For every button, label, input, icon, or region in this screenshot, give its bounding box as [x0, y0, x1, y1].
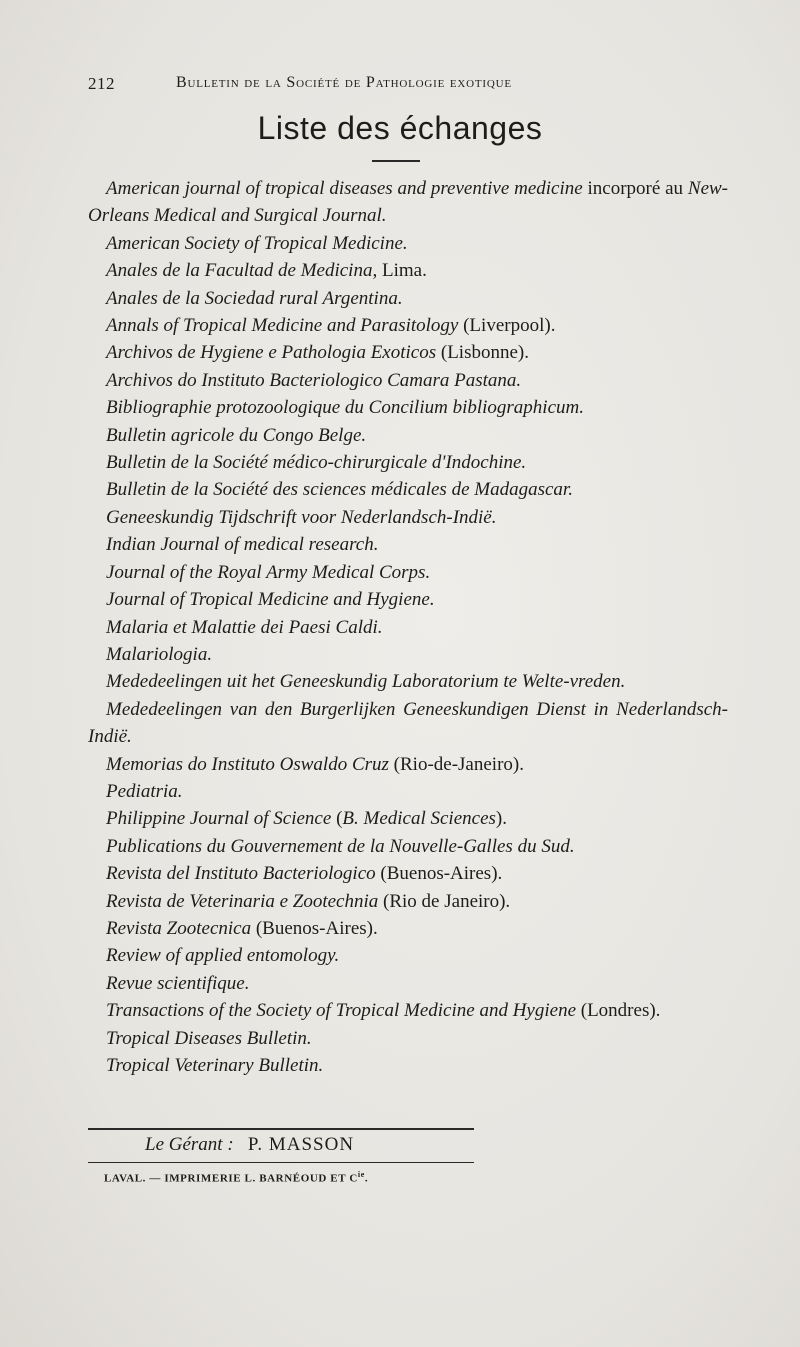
journal-entry: [88, 531, 728, 558]
journal-entry: [88, 367, 728, 394]
journal-entry: [88, 586, 728, 613]
journal-note: incorporé au: [582, 178, 688, 199]
journal-title: Revista del Instituto Bacteriologico: [106, 863, 376, 885]
journal-title: Malaria et Malattie dei Paesi Caldi.: [106, 616, 383, 638]
journal-note: (Londres).: [576, 1000, 661, 1022]
journal-title: Journal of Tropical Medicine and Hygiene.: [106, 589, 435, 611]
journal-title: American journal of tropical diseases and preventive medicine: [106, 178, 583, 199]
journal-title: Annals of Tropical Medicine and Parasitology: [106, 315, 459, 337]
journal-title: Malariologia.: [106, 643, 213, 665]
journal-title: Tropical Veterinary Bulletin.: [106, 1055, 324, 1076]
journal-entry: [88, 860, 728, 887]
journal-title: Bulletin de la Société médico-chirurgicale d'Indochine.: [106, 452, 527, 474]
journal-entry: [88, 833, 728, 860]
journal-title: Transactions of the Society of Tropical Medicine and Hygiene: [106, 1000, 576, 1022]
footer-rule-bottom: [88, 1162, 474, 1163]
journal-entry: [88, 915, 728, 942]
journal-title: Bibliographie protozoologique du Concilium bibliographicum.: [106, 397, 584, 419]
journal-note: Lima.: [377, 260, 427, 282]
imprint-superscript: ie: [357, 1170, 365, 1179]
gerant-name: P. MASSON: [247, 1134, 355, 1155]
imprint-end: .: [364, 1172, 369, 1185]
journal-entry: [88, 394, 728, 421]
title-rule: [372, 160, 420, 162]
imprint-text: LAVAL. — IMPRIMERIE L. BARNÉOUD ET C: [104, 1172, 358, 1185]
journal-title: American Society of Tropical Medicine.: [106, 232, 408, 254]
journal-entry: [88, 668, 728, 695]
page-number: 212: [88, 74, 115, 93]
journal-title: B. Medical Sciences: [342, 808, 496, 830]
journal-title: Geneeskundig Tijdschrift voor Nederlandsch-Indië.: [106, 506, 497, 528]
journal-entry: [88, 696, 728, 751]
journal-entry: [88, 175, 728, 230]
journal-title: Bulletin de la Société des sciences médicales de Madagascar.: [106, 479, 573, 501]
journal-note: ).: [495, 808, 507, 830]
journal-title: Publications du Gouvernement de la Nouvelle-Galles du Sud.: [106, 835, 575, 857]
journal-title: Archivos de Hygiene e Pathologia Exoticos: [106, 342, 437, 364]
journal-note: (Lisbonne).: [436, 342, 529, 364]
journal-note: (Rio de Janeiro).: [378, 890, 511, 912]
journal-note: (Buenos-Aires).: [375, 863, 503, 885]
journal-entry: [88, 751, 728, 778]
gerant-space: [238, 1134, 243, 1155]
journal-note: (Rio-de-Janeiro).: [388, 753, 524, 775]
gerant-label: Le Gérant :: [145, 1134, 234, 1155]
running-head: Bulletin de la Société de Pathologie exotique: [176, 74, 512, 91]
journal-entry: [88, 805, 728, 832]
journal-title: Archivos do Instituto Bacteriologico Camara Pastana.: [106, 369, 522, 391]
journal-entry: [88, 476, 728, 503]
journal-title: New-Orleans Medical and Surgical Journal.: [88, 178, 728, 227]
page-header: [88, 70, 648, 100]
journal-entry: [88, 1052, 728, 1079]
footer-rule-top: [88, 1128, 474, 1130]
journal-note: (Buenos-Aires).: [251, 917, 378, 939]
journal-title: Memorias do Instituto Oswaldo Cruz: [106, 753, 389, 775]
journal-entry: [88, 1025, 728, 1052]
journal-entry: [88, 230, 728, 257]
journal-entry: [88, 997, 728, 1024]
journal-title: Philippine Journal of Science: [106, 808, 332, 830]
journal-title: Revista Zootecnica: [106, 917, 252, 939]
journal-title: Bulletin agricole du Congo Belge.: [106, 424, 367, 446]
journal-title: Pediatria.: [106, 780, 183, 802]
exchange-list: [88, 175, 728, 1079]
journal-entry: [88, 504, 728, 531]
journal-entry: [88, 257, 728, 284]
journal-title: Journal of the Royal Army Medical Corps.: [106, 561, 431, 583]
journal-title: Revue scientifique.: [106, 972, 250, 994]
journal-title: Revista de Veterinaria e Zootechnia: [106, 890, 379, 912]
journal-title: Mededeelingen uit het Geneeskundig Laboratorium te Welte-vreden.: [106, 671, 626, 693]
journal-title: Anales de la Sociedad rural Argentina.: [106, 287, 403, 309]
journal-entry: [88, 970, 728, 997]
journal-entry: [88, 285, 728, 312]
journal-entry: [88, 339, 728, 366]
journal-title: Anales de la Facultad de Medicina,: [106, 260, 378, 282]
journal-entry: [88, 422, 728, 449]
journal-entry: [88, 559, 728, 586]
journal-title: Review of applied entomology.: [106, 945, 340, 967]
journal-entry: [88, 614, 728, 641]
journal-entry: [88, 312, 728, 339]
gerant-line: [145, 1134, 354, 1156]
journal-entry: [88, 641, 728, 668]
journal-entry: [88, 449, 728, 476]
journal-note: (: [331, 808, 343, 830]
journal-entry: [88, 778, 728, 805]
page-title: Liste des échanges: [257, 110, 543, 146]
journal-note: (Liverpool).: [458, 315, 556, 337]
printer-imprint: [104, 1170, 368, 1185]
journal-title: Tropical Diseases Bulletin.: [106, 1027, 312, 1049]
journal-entry: [88, 888, 728, 915]
journal-title: Mededeelingen van den Burgerlijken Geneeskundigen Dienst in Nederlandsch-Indië.: [88, 698, 728, 748]
journal-title: Indian Journal of medical research.: [106, 534, 379, 556]
journal-entry: [88, 942, 728, 969]
